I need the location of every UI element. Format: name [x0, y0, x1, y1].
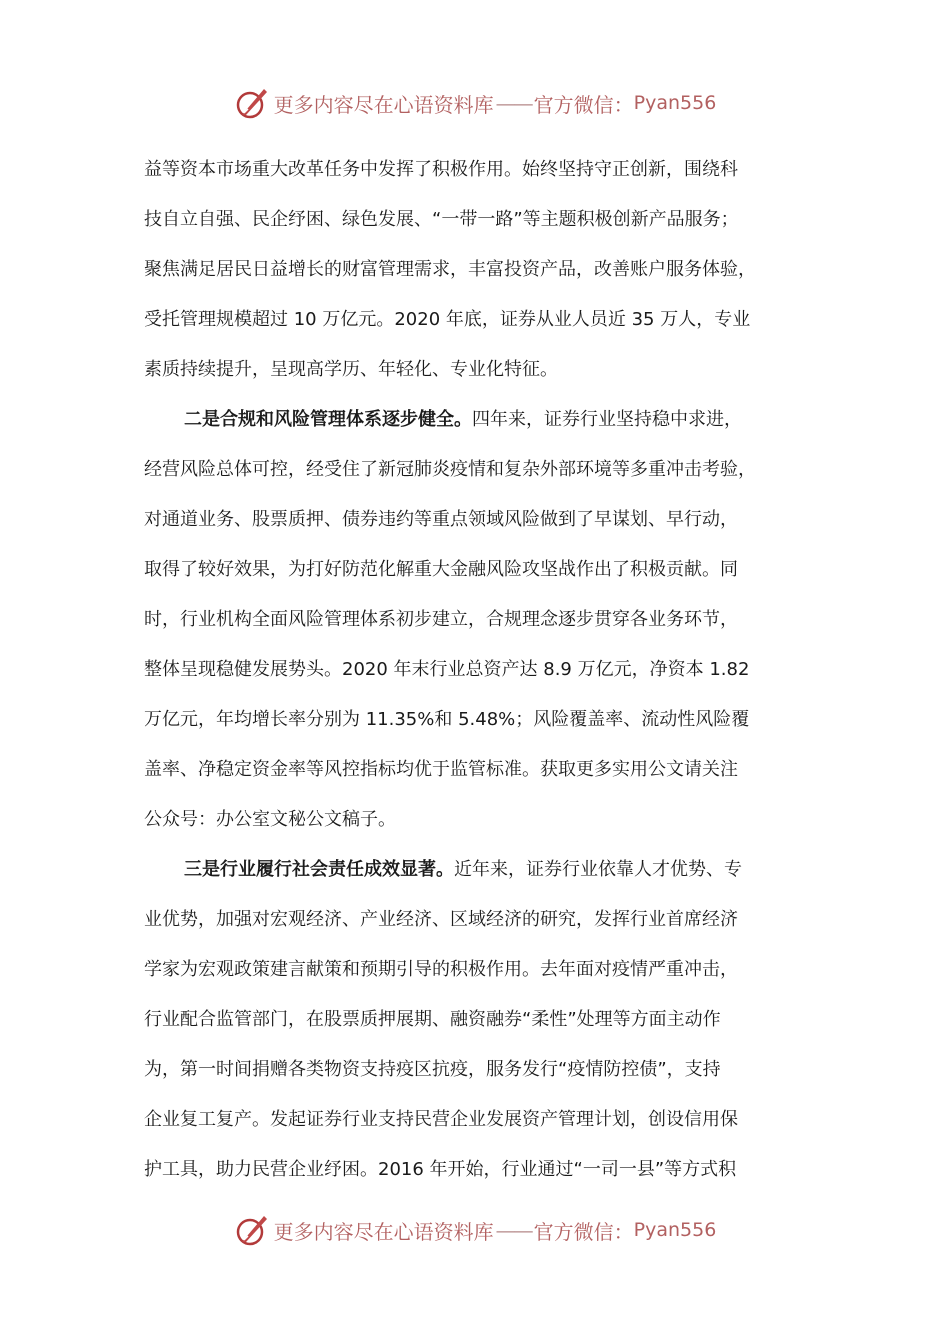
text-line: [144, 345, 824, 395]
line-text: 益等资本市场重大改革任务中发挥了积极作用。始终坚持守正创新，围绕科: [144, 159, 738, 180]
text-line: [144, 945, 824, 995]
line-text: 企业复工复产。发起证券行业支持民营企业发展资产管理计划，创设信用保: [144, 1109, 738, 1130]
line-text: 盖率、净稳定资金率等风控指标均优于监管标准。获取更多实用公文请关注: [144, 759, 738, 780]
text-line: [144, 795, 824, 845]
line-text: 公众号：办公室文秘公文稿子。: [144, 809, 396, 830]
text-line: [144, 595, 824, 645]
paragraph-heading: 三是行业履行社会责任成效显著。: [184, 859, 454, 880]
line-text: 学家为宏观政策建言献策和预期引导的积极作用。去年面对疫情严重冲击，: [144, 959, 738, 980]
text-line: [144, 745, 824, 795]
watermark-text: 更多内容尽在心语资料库: [273, 92, 494, 117]
line-text: 对通道业务、股票质押、债券违约等重点领域风险做到了早谋划、早行动，: [144, 509, 738, 530]
line-text: 经营风险总体可控，经受住了新冠肺炎疫情和复杂外部环境等多重冲击考验，: [144, 459, 756, 480]
text-line: [144, 395, 824, 445]
text-line: [144, 1095, 824, 1145]
text-line: [144, 1145, 824, 1195]
watermark-wechat-label: 官方微信：: [533, 92, 634, 117]
watermark-separator: ——: [495, 91, 532, 115]
text-line: [144, 495, 824, 545]
quill-logo-icon: [234, 85, 270, 121]
text-line: [144, 845, 824, 895]
line-text: 护工具，助力民营企业纾困。2016 年开始，行业通过“一司一县”等方式积: [144, 1159, 737, 1180]
paragraph-heading: 二是合规和风险管理体系逐步健全。: [184, 409, 472, 430]
document-body: [144, 145, 824, 1195]
line-text: 行业配合监管部门，在股票质押展期、融资融券“柔性”处理等方面主动作: [144, 1009, 721, 1030]
line-text: 受托管理规模超过 10 万亿元。2020 年底，证券从业人员近 35 万人，专业: [144, 309, 751, 330]
text-line: [144, 895, 824, 945]
watermark-wechat-id: Pyan556: [633, 1219, 717, 1241]
watermark-text: 更多内容尽在心语资料库: [273, 1219, 494, 1244]
line-text: 近年来，证券行业依靠人才优势、专: [454, 859, 742, 880]
header-watermark: [0, 83, 950, 123]
text-line: [144, 145, 824, 195]
footer-watermark: [0, 1210, 950, 1250]
line-text: 技自立自强、民企纾困、绿色发展、“一带一路”等主题积极创新产品服务；: [144, 209, 739, 230]
watermark-wechat-label: 官方微信：: [533, 1219, 634, 1244]
text-line: [144, 695, 824, 745]
line-text: 聚焦满足居民日益增长的财富管理需求，丰富投资产品，改善账户服务体验，: [144, 259, 756, 280]
watermark-wechat-id: Pyan556: [633, 92, 717, 114]
text-line: [144, 545, 824, 595]
line-text: 四年来，证券行业坚持稳中求进，: [472, 409, 742, 430]
text-line: [144, 445, 824, 495]
text-line: [144, 245, 824, 295]
line-text: 为，第一时间捐赠各类物资支持疫区抗疫，服务发行“疫情防控债”，支持: [144, 1059, 721, 1080]
line-text: 素质持续提升，呈现高学历、年轻化、专业化特征。: [144, 359, 558, 380]
line-text: 时，行业机构全面风险管理体系初步建立，合规理念逐步贯穿各业务环节，: [144, 609, 738, 630]
line-text: 万亿元，年均增长率分别为 11.35%和 5.48%；风险覆盖率、流动性风险覆: [144, 709, 750, 730]
line-text: 整体呈现稳健发展势头。2020 年末行业总资产达 8.9 万亿元，净资本 1.82: [144, 659, 750, 680]
text-line: [144, 295, 824, 345]
quill-logo-icon: [234, 1212, 270, 1248]
text-line: [144, 1045, 824, 1095]
text-line: [144, 995, 824, 1045]
text-line: [144, 195, 824, 245]
line-text: 取得了较好效果，为打好防范化解重大金融风险攻坚战作出了积极贡献。同: [144, 559, 738, 580]
text-line: [144, 645, 824, 695]
watermark-separator: ——: [495, 1218, 532, 1242]
line-text: 业优势，加强对宏观经济、产业经济、区域经济的研究，发挥行业首席经济: [144, 909, 738, 930]
